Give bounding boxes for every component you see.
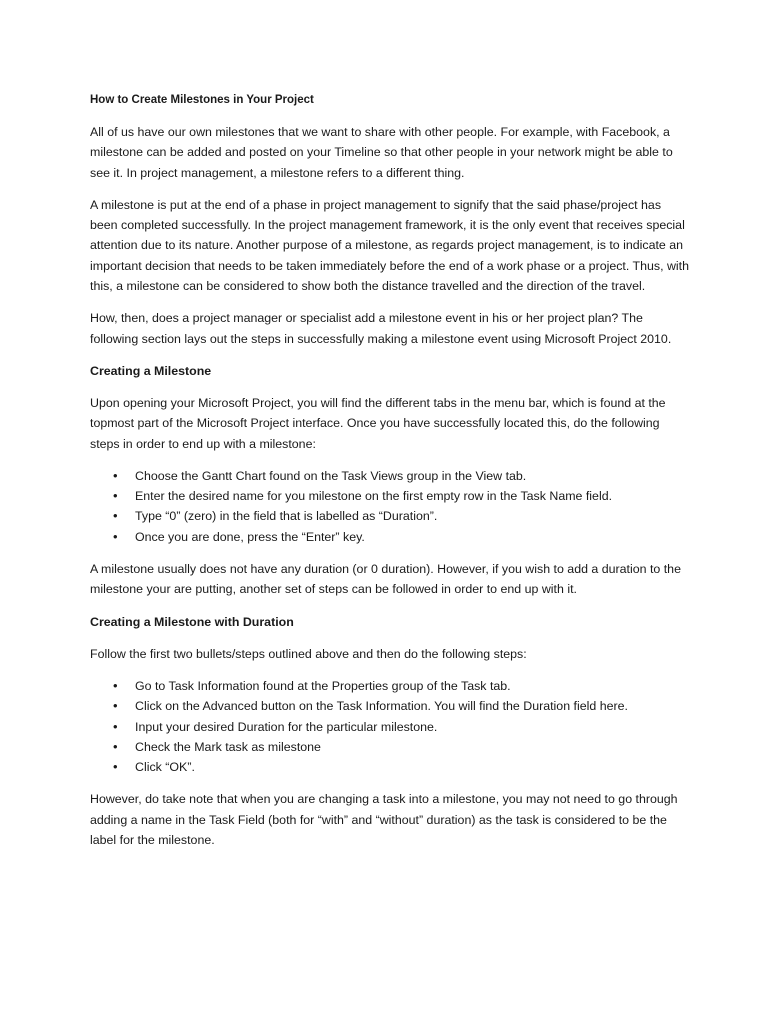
- section1-bullet-list: [90, 466, 690, 547]
- list-item-text: Go to Task Information found at the Properties group of the Task tab.: [135, 678, 511, 693]
- intro-paragraph-3: How, then, does a project manager or specialist add a milestone event in his or her project plan? The following section lays out the steps in successfully making a milestone event using Microsoft Project 2010.: [90, 311, 672, 346]
- list-item: [113, 757, 690, 777]
- document-page: [90, 92, 690, 862]
- list-item-text: Once you are done, press the “Enter” key.: [135, 529, 365, 544]
- section-heading-milestone-with-duration: Creating a Milestone with Duration: [90, 614, 294, 629]
- bullet-icon: •: [113, 467, 118, 483]
- bullet-icon: •: [113, 508, 118, 524]
- bullet-icon: •: [113, 677, 118, 693]
- section1-paragraph: Upon opening your Microsoft Project, you will find the different tabs in the menu bar, which is found at the topmost part of the Microsoft Project interface. Once you have successfully located this, do the following steps in order to end up with a milestone:: [90, 395, 666, 451]
- list-item-text: Input your desired Duration for the particular milestone.: [135, 719, 438, 734]
- list-item-text: Click “OK”.: [135, 760, 195, 775]
- bullet-icon: •: [113, 738, 118, 754]
- list-item: [113, 696, 690, 716]
- list-item: [113, 506, 690, 526]
- list-item-text: Check the Mark task as milestone: [135, 739, 321, 754]
- section-heading-creating-milestone: Creating a Milestone: [90, 363, 212, 378]
- list-item-text: Type “0” (zero) in the field that is labelled as “Duration”.: [135, 509, 438, 524]
- list-item: [113, 466, 690, 486]
- list-item: [113, 717, 690, 737]
- intro-paragraph-1: All of us have our own milestones that we want to share with other people. For example, with Facebook, a milestone can be added and posted on your Timeline so that other people in your network might be able to see it. In project management, a milestone refers to a different thing.: [90, 125, 673, 180]
- section2-bullet-list: [90, 676, 690, 777]
- document-title: How to Create Milestones in Your Project: [90, 94, 314, 106]
- bullet-icon: •: [113, 759, 118, 775]
- section2-paragraph: Follow the first two bullets/steps outlined above and then do the following steps:: [90, 646, 527, 661]
- list-item-text: Enter the desired name for you milestone on the first empty row in the Task Name field.: [135, 489, 613, 504]
- list-item: [113, 737, 690, 757]
- list-item-text: Choose the Gantt Chart found on the Task Views group in the View tab.: [135, 468, 527, 483]
- section2-closing-paragraph: However, do take note that when you are changing a task into a milestone, you may not need to go through adding a name in the Task Field (both for “with” and “without” duration) as the task is considered to be the label for the milestone.: [90, 792, 678, 848]
- bullet-icon: •: [113, 488, 118, 504]
- section1-after-paragraph: A milestone usually does not have any duration (or 0 duration). However, if you wish to add a duration to the milestone your are putting, another set of steps can be followed in order to end up with it.: [90, 562, 681, 597]
- bullet-icon: •: [113, 528, 118, 544]
- bullet-icon: •: [113, 718, 118, 734]
- list-item: [113, 527, 690, 547]
- list-item-text: Click on the Advanced button on the Task Information. You will find the Duration field here.: [135, 699, 628, 714]
- list-item: [113, 676, 690, 696]
- intro-paragraph-2: A milestone is put at the end of a phase in project management to signify that the said phase/project has been completed successfully. In the project management framework, it is the only event that receives special attention due to its nature. Another purpose of a milestone, as regards project management, is to indicate an important decision that needs to be taken immediately before the end of a work phase or a project. Thus, with this, a milestone can be considered to show both the distance travelled and the direction of the travel.: [90, 197, 689, 294]
- list-item: [113, 486, 690, 506]
- bullet-icon: •: [113, 698, 118, 714]
